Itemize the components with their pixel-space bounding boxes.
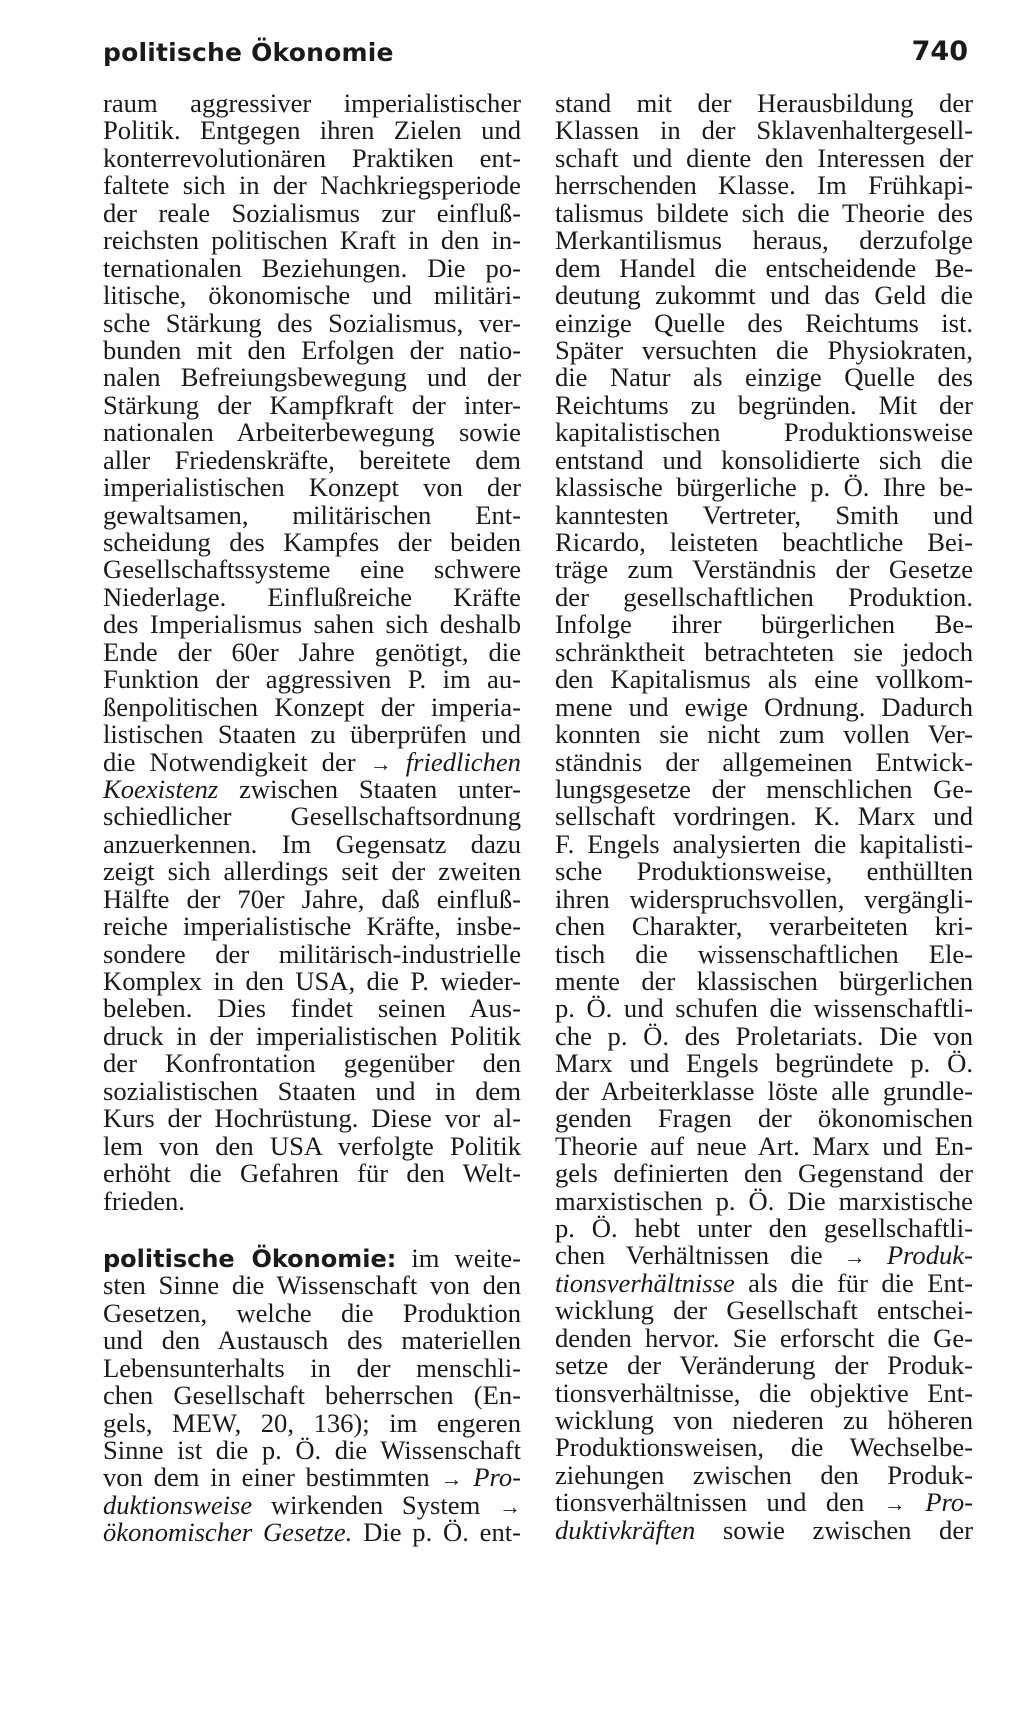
text-line: die Notwendigkeit der → friedlichen bbox=[103, 746, 521, 777]
text-line: konnten sie nicht zum vollen Ver- bbox=[555, 719, 973, 750]
text-line: bunden mit den Erfolgen der natio- bbox=[103, 334, 521, 365]
text-line: kapitalistischen Produktionsweise bbox=[555, 417, 973, 448]
text-line: duktivkräften sowie zwischen der bbox=[555, 1514, 973, 1545]
cross-reference: ökonomischer Gesetze. bbox=[103, 1517, 353, 1548]
text-line: deutung zukommt und das Geld die bbox=[555, 280, 973, 311]
text-line: klassische bürgerliche p. Ö. Ihre be- bbox=[555, 472, 973, 503]
text-line: chen Gesellschaft beherrschen (En- bbox=[103, 1380, 521, 1411]
text-line: chen Charakter, verarbeiteten kri- bbox=[555, 911, 973, 942]
text-line: stand mit der Herausbildung der bbox=[555, 88, 973, 118]
text-line: Gesetzen, welche die Produktion bbox=[103, 1297, 521, 1328]
cross-reference: Pro- bbox=[473, 1462, 521, 1493]
text-line: Lebensunterhalts in der menschli- bbox=[103, 1352, 521, 1383]
text-line: talismus bildete sich die Theorie des bbox=[555, 197, 973, 228]
right-lines-a bbox=[555, 90, 973, 1242]
text-line: Marx und Engels begründete p. Ö. bbox=[555, 1048, 973, 1079]
text-line: druck in der imperialistischen Politik bbox=[103, 1020, 521, 1051]
text-line: sten Sinne die Wissenschaft von den bbox=[103, 1270, 521, 1301]
text-line: litische, ökonomische und militäri- bbox=[103, 280, 521, 311]
text-line: zeigt sich allerdings seit der zweiten bbox=[103, 856, 521, 887]
text-line: Später versuchten die Physiokraten, bbox=[555, 334, 973, 365]
text-line: der Arbeiterklasse löste alle grundle- bbox=[555, 1075, 973, 1106]
text-line: marxistischen p. Ö. Die marxistische bbox=[555, 1185, 973, 1216]
text-line: ihren widerspruchsvollen, vergängli- bbox=[555, 883, 973, 914]
text-line: Theorie auf neue Art. Marx und En- bbox=[555, 1130, 973, 1161]
text-line: reiche imperialistische Kräfte, insbe- bbox=[103, 911, 521, 942]
text-line: Ricardo, leisteten beachtliche Bei- bbox=[555, 527, 973, 557]
text-line: einzige Quelle des Reichtums ist. bbox=[555, 307, 973, 338]
text-line: die Natur als einzige Quelle des bbox=[555, 362, 973, 393]
text-line: mene und ewige Ordnung. Dadurch bbox=[555, 691, 973, 722]
text-line: listischen Staaten zu überprüfen und bbox=[103, 719, 521, 750]
text-line: Merkantilismus heraus, derzufolge bbox=[555, 225, 973, 256]
text-line: Koexistenz zwischen Staaten unter- bbox=[103, 773, 521, 804]
text-line: che p. Ö. des Proletariats. Die von bbox=[555, 1020, 973, 1051]
text-line: tisch die wissenschaftlichen Ele- bbox=[555, 938, 973, 969]
text-line: entstand und konsolidierte sich die bbox=[555, 444, 973, 475]
text-line: aller Friedenskräfte, bereitete dem bbox=[103, 444, 521, 475]
left-column bbox=[103, 90, 521, 1547]
text-line: sozialistischen Staaten und in dem bbox=[103, 1075, 521, 1106]
page-number: 740 bbox=[911, 36, 968, 67]
text-line: schaft und diente den Interessen der bbox=[555, 142, 973, 173]
text-line: von dem in einer bestimmten → Pro- bbox=[103, 1462, 521, 1493]
text-line: denden hervor. Sie erforscht die Ge- bbox=[555, 1322, 973, 1353]
cross-reference-arrow-icon: → bbox=[883, 1491, 906, 1517]
text-line: Hälfte der 70er Jahre, daß einfluß- bbox=[103, 883, 521, 914]
text-line: ternationalen Beziehungen. Die po- bbox=[103, 252, 521, 283]
text-line: Funktion der aggressiven P. im au- bbox=[103, 664, 521, 695]
text-line: tionsverhältnisse als die für die Ent- bbox=[555, 1267, 973, 1298]
text-line: nalen Befreiungsbewegung und der bbox=[103, 362, 521, 393]
text-line: Gesellschaftssysteme eine schwere bbox=[103, 554, 521, 585]
text-line: imperialistischen Konzept von der bbox=[103, 472, 521, 503]
entry-term: politische Ökonomie: bbox=[103, 1244, 397, 1273]
text-line: der gesellschaftlichen Produktion. bbox=[555, 581, 973, 612]
text-line: der reale Sozialismus zur einfluß- bbox=[103, 197, 521, 228]
text-line: lem von den USA verfolgte Politik bbox=[103, 1130, 521, 1161]
text-line: duktionsweise wirkenden System → bbox=[103, 1489, 521, 1520]
text-line: nationalen Arbeiterbewegung sowie bbox=[103, 417, 521, 448]
text-line: träge zum Verständnis der Gesetze bbox=[555, 554, 973, 585]
cross-reference: tionsverhältnisse bbox=[555, 1267, 735, 1298]
cross-reference: Pro- bbox=[925, 1487, 974, 1518]
text-line: wicklung der Gesellschaft entschei- bbox=[555, 1295, 973, 1326]
text-line: Ende der 60er Jahre genötigt, die bbox=[103, 636, 521, 667]
text-line: tionsverhältnisse, die objektive Ent- bbox=[555, 1377, 973, 1408]
text-line: des Imperialismus sahen sich deshalb bbox=[103, 609, 521, 640]
text-line: gewaltsamen, militärischen Ent- bbox=[103, 499, 521, 530]
text-line: anzuerkennen. Im Gegensatz dazu bbox=[103, 828, 521, 859]
text-line: schränktheit betrachteten sie jedoch bbox=[555, 636, 973, 667]
text-line: gels, MEW, 20, 136); im engeren bbox=[103, 1407, 521, 1438]
cross-reference-arrow-icon: → bbox=[369, 750, 392, 776]
text-line: dem Handel die entscheidende Be- bbox=[555, 252, 973, 283]
text-line: faltete sich in der Nachkriegsperiode bbox=[103, 170, 521, 201]
text-line: frieden. bbox=[103, 1185, 185, 1216]
text-line: konterrevolutionären Praktiken ent- bbox=[103, 142, 521, 173]
entry-first-line: politische Ökonomie: im weite- bbox=[103, 1242, 521, 1273]
text-line: den Kapitalismus als eine vollkom- bbox=[555, 664, 973, 695]
running-head: politische Ökonomie bbox=[103, 38, 394, 67]
text-line: beleben. Dies findet seinen Aus- bbox=[103, 993, 521, 1024]
cross-reference: friedlichen bbox=[405, 746, 521, 777]
text-line: reichsten politischen Kraft in den in- bbox=[103, 225, 521, 256]
text-line: ständnis der allgemeinen Entwick- bbox=[555, 746, 973, 777]
text-line: Kurs der Hochrüstung. Diese vor al- bbox=[103, 1103, 521, 1134]
text-line: tionsverhältnissen und den → Pro- bbox=[555, 1487, 974, 1518]
text-line: kanntesten Vertreter, Smith und bbox=[555, 499, 973, 530]
left-lines-c bbox=[103, 1272, 521, 1464]
left-lines-b bbox=[103, 803, 521, 1187]
cross-reference-arrow-icon: → bbox=[440, 1466, 463, 1492]
text-line: Politik. Entgegen ihren Zielen und bbox=[103, 115, 521, 146]
cross-reference-arrow-icon: → bbox=[843, 1244, 866, 1270]
text-line: Reichtums zu begründen. Mit der bbox=[555, 389, 973, 420]
text-line: sondere der militärisch-industrielle bbox=[103, 938, 521, 969]
text-line: gels definierten den Gegenstand der bbox=[555, 1158, 973, 1189]
text-line: der Konfrontation gegenüber den bbox=[103, 1048, 521, 1079]
text-line: Produktionsweisen, die Wechselbe- bbox=[555, 1432, 973, 1463]
text-line: sche Produktionsweise, enthüllten bbox=[555, 856, 973, 887]
text-line: erhöht die Gefahren für den Welt- bbox=[103, 1158, 521, 1189]
text-line: chen Verhältnissen die → Produk- bbox=[555, 1240, 973, 1271]
text-line: sellschaft vordringen. K. Marx und bbox=[555, 801, 973, 832]
text-line: setze der Veränderung der Produk- bbox=[555, 1350, 973, 1381]
text-line: ökonomischer Gesetze. Die p. Ö. ent- bbox=[103, 1517, 521, 1548]
text-line: ßenpolitischen Konzept der imperia- bbox=[103, 691, 521, 722]
text-line: p. Ö. hebt unter den gesellschaftli- bbox=[555, 1212, 973, 1243]
text-line: raum aggressiver imperialistischer bbox=[103, 88, 521, 118]
right-lines-b bbox=[555, 1297, 973, 1489]
text-line: Niederlage. Einflußreiche Kräfte bbox=[103, 581, 521, 612]
text-line: scheidung des Kampfes der beiden bbox=[103, 527, 521, 557]
text-line: sche Stärkung des Sozialismus, ver- bbox=[103, 307, 521, 338]
cross-reference-arrow-icon: → bbox=[499, 1493, 521, 1519]
text-line: Infolge ihrer bürgerlichen Be- bbox=[555, 609, 973, 640]
text-line: p. Ö. und schufen die wissenschaftli- bbox=[555, 993, 973, 1024]
text-line: Stärkung der Kampfkraft der inter- bbox=[103, 389, 521, 420]
cross-reference: duktivkräften bbox=[555, 1514, 696, 1545]
cross-reference: Produk- bbox=[886, 1240, 973, 1271]
text-line: Sinne ist die p. Ö. die Wissenschaft bbox=[103, 1435, 521, 1465]
cross-reference: Koexistenz bbox=[103, 773, 219, 804]
cross-reference: duktionsweise bbox=[103, 1489, 253, 1520]
text-line: mente der klassischen bürgerlichen bbox=[555, 966, 973, 996]
text-line: und den Austausch des materiellen bbox=[103, 1325, 521, 1356]
text-line: schiedlicher Gesellschaftsordnung bbox=[103, 801, 521, 832]
left-lines-a bbox=[103, 90, 521, 749]
text-line: ziehungen zwischen den Produk- bbox=[555, 1459, 973, 1490]
text-line: wicklung von niederen zu höheren bbox=[555, 1405, 973, 1435]
text-line: F. Engels analysierten die kapitalisti- bbox=[555, 828, 973, 859]
text-line: Komplex in den USA, die P. wieder- bbox=[103, 966, 521, 996]
text-line: lungsgesetze der menschlichen Ge- bbox=[555, 773, 973, 804]
right-column bbox=[555, 90, 973, 1544]
text-line: genden Fragen der ökonomischen bbox=[555, 1103, 973, 1134]
text-line: Klassen in der Sklavenhaltergesell- bbox=[555, 115, 973, 146]
text-line: herrschenden Klasse. Im Frühkapi- bbox=[555, 170, 973, 201]
